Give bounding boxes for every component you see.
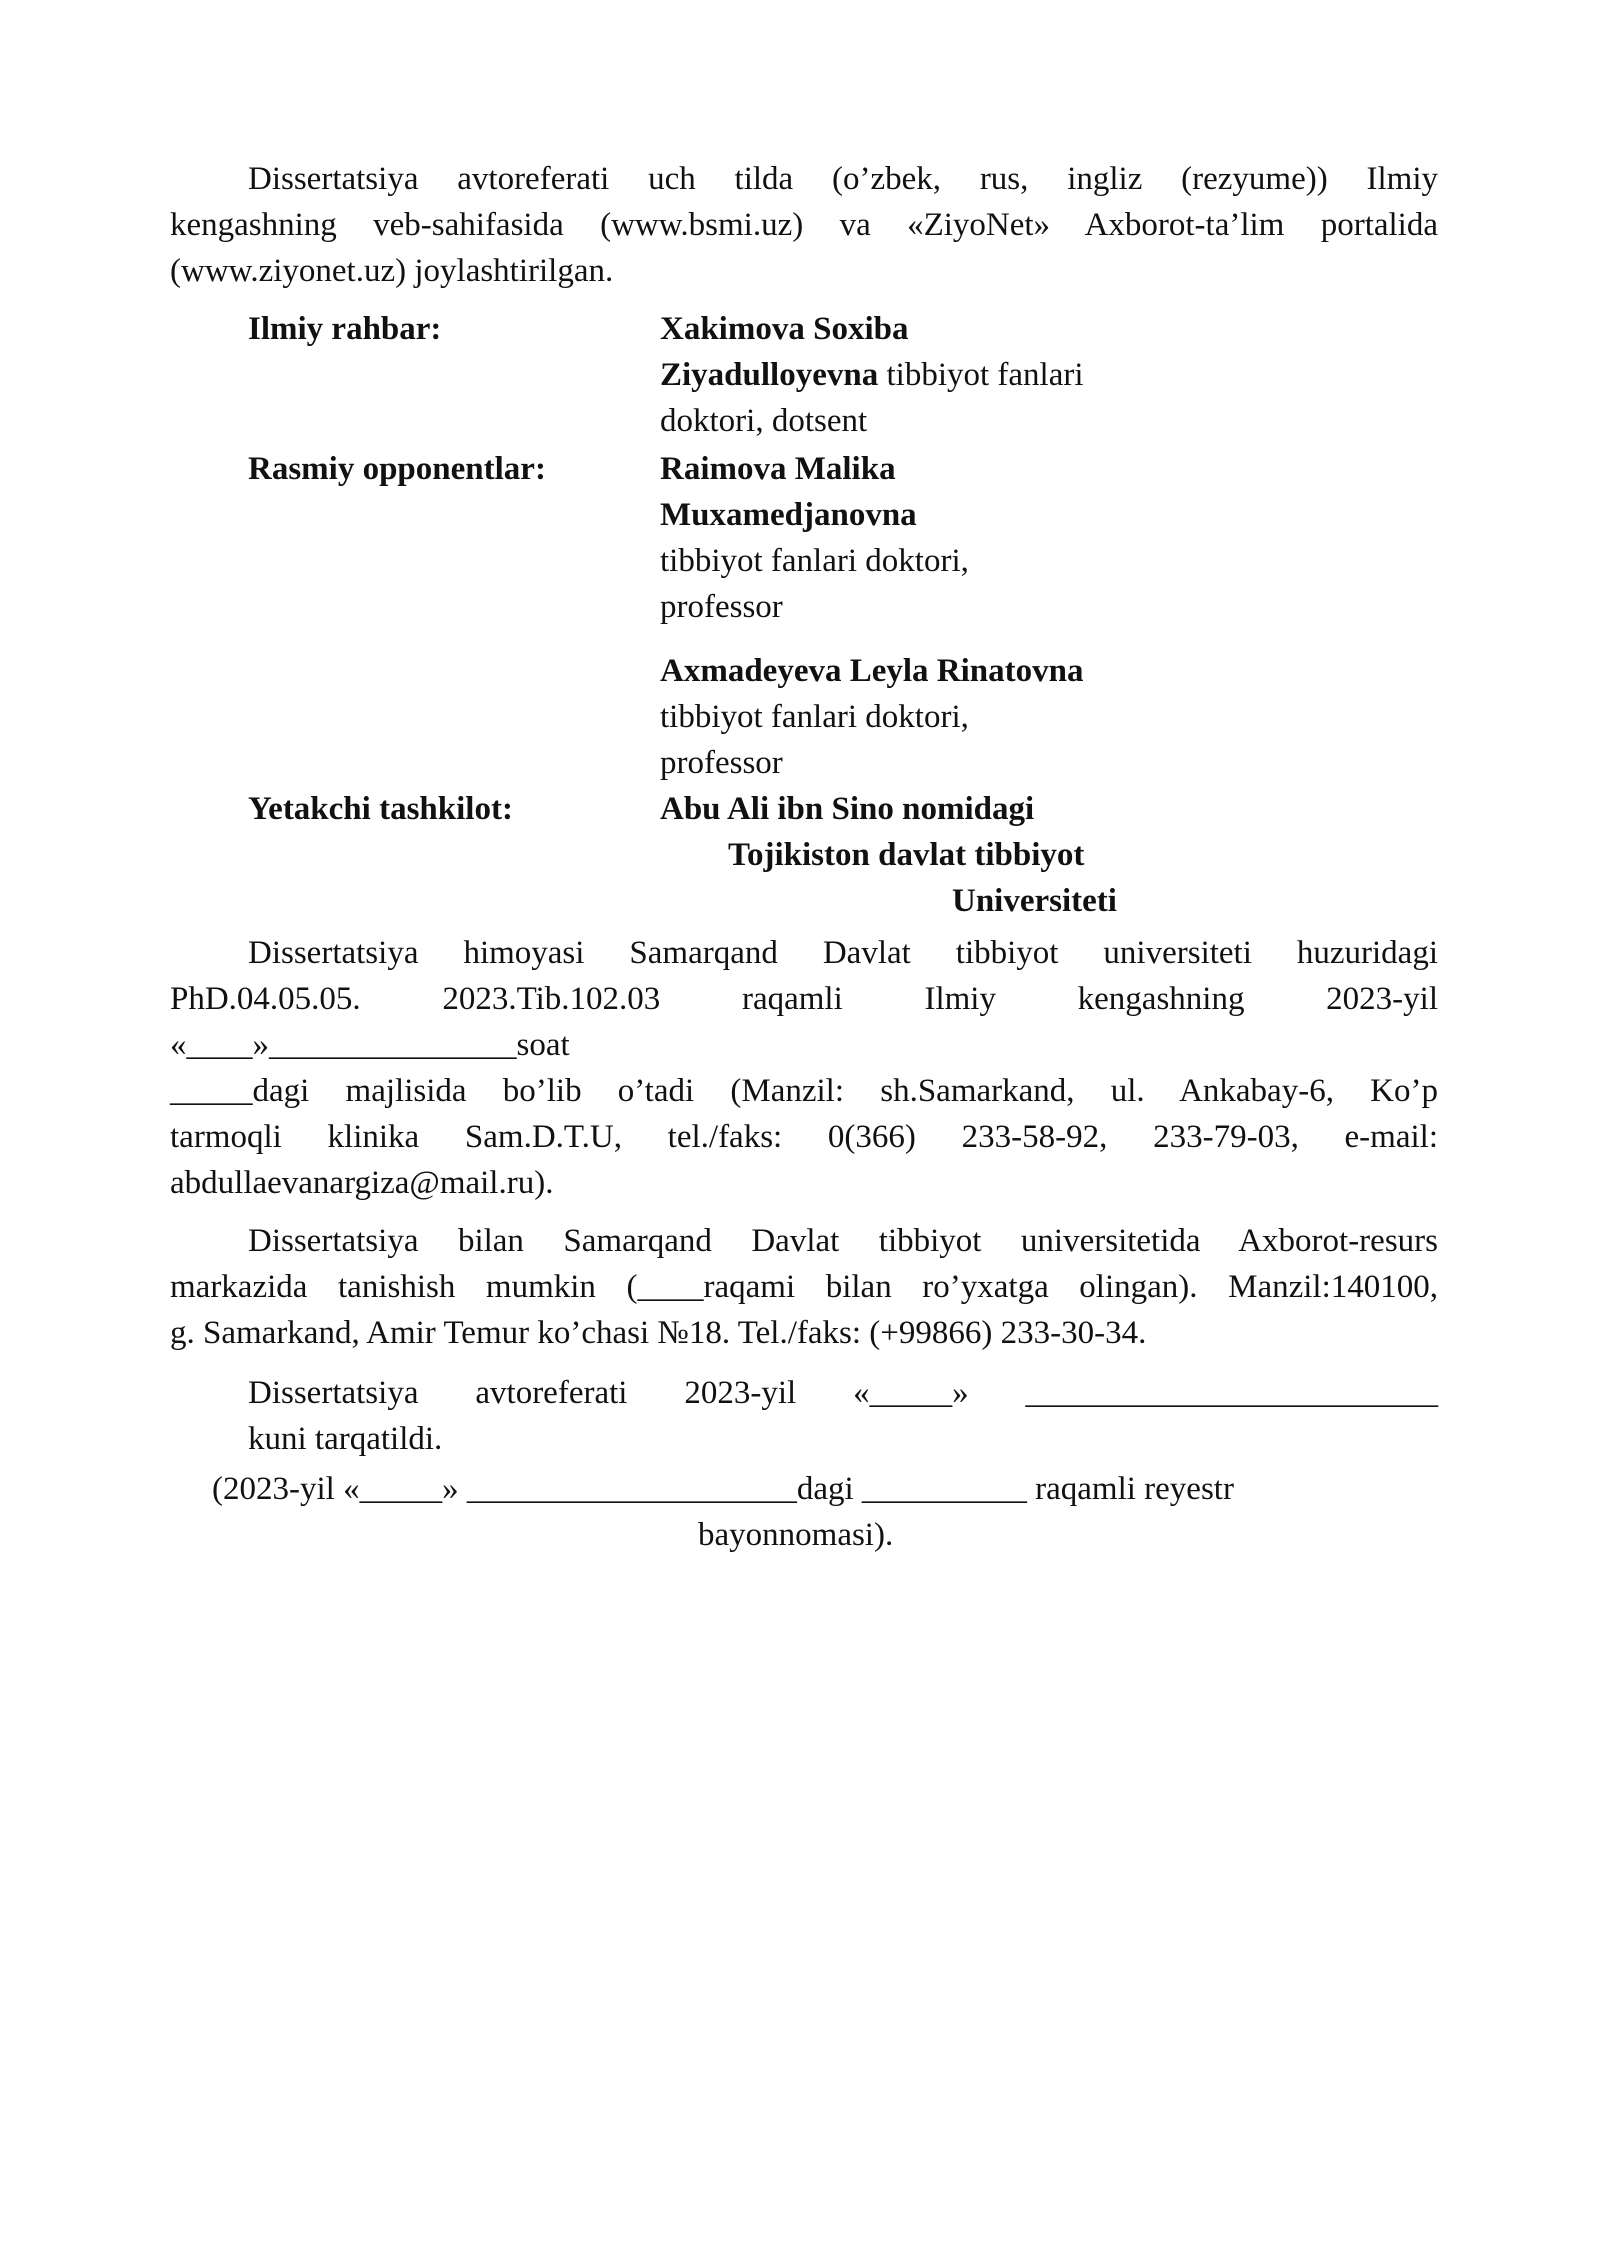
opponent-1-name-line-1: Raimova Malika — [660, 451, 896, 487]
defense-year: 2023-yil — [1326, 981, 1438, 1017]
opponent-2-name: Axmadeyeva Leyla Rinatovna — [660, 653, 1084, 689]
distribution-line-1: Dissertatsiya avtoreferati 2023-yil «_____» _________________________ — [248, 1375, 1438, 1411]
supervisor-title-tail: tibbiyot fanlari — [878, 357, 1084, 393]
defense-line-1: Dissertatsiya himoyasi Samarqand Davlat tibbiyot universiteti huzuridagi — [248, 935, 1438, 971]
defense-word-ilmiy: Ilmiy — [924, 981, 996, 1017]
defense-line-4: _____dagi majlisida bo’lib o’tadi (Manzil: sh.Samarkand, ul. Ankabay-6, Ko’p — [170, 1073, 1438, 1109]
supervisor-label: Ilmiy rahbar: — [248, 311, 442, 347]
library-line-3: g. Samarkand, Amir Temur ko’chasi №18. Tel./faks: (+99866) 233-30-34. — [170, 1315, 1147, 1351]
defense-word-raqamli: raqamli — [741, 981, 843, 1017]
intro-line-2: kengashning veb-sahifasida (www.bsmi.uz) va «ZiyoNet» Axborot-ta’lim portalida — [170, 207, 1438, 243]
intro-line-3: (www.ziyonet.uz) joylashtirilgan. — [170, 253, 614, 289]
distribution-line-2: kuni tarqatildi. — [248, 1421, 443, 1457]
library-line-2: markazida tanishish mumkin (____raqami bilan ro’yxatga olingan). Manzil:140100, — [170, 1269, 1438, 1305]
defense-line-5: tarmoqli klinika Sam.D.T.U, tel./faks: 0(366) 233-58-92, 233-79-03, e-mail: — [170, 1119, 1438, 1155]
library-line-1: Dissertatsiya bilan Samarqand Davlat tibbiyot universitetida Axborot-resurs — [248, 1223, 1438, 1259]
intro-line-1: Dissertatsiya avtoreferati uch tilda (o’zbek, rus, ingliz (rezyume)) Ilmiy — [248, 161, 1438, 197]
defense-line-6: abdullaevanargiza@mail.ru). — [170, 1165, 554, 1201]
opponent-2-title-line-2: professor — [660, 745, 783, 781]
supervisor-name-line-1: Xakimova Soxiba — [660, 311, 909, 347]
leading-org-line-3: Universiteti — [952, 883, 1117, 919]
opponents-label: Rasmiy opponentlar: — [248, 451, 546, 487]
defense-line-2 — [170, 976, 1438, 1022]
distribution-line-4: bayonnomasi). — [698, 1517, 894, 1553]
leading-org-line-1: Abu Ali ibn Sino nomidagi — [660, 791, 1035, 827]
opponent-1-title-line-1: tibbiyot fanlari doktori, — [660, 543, 969, 579]
supervisor-name-bold: Ziyadulloyevna — [660, 357, 879, 393]
defense-word-kengashning: kengashning — [1077, 981, 1245, 1017]
defense-line-3: «____»_______________soat — [170, 1027, 570, 1063]
supervisor-name-line-2 — [660, 352, 1084, 398]
distribution-line-3: (2023-yil «_____» ____________________dagi __________ raqamli reyestr — [212, 1471, 1234, 1507]
opponent-1-name-line-2: Muxamedjanovna — [660, 497, 917, 533]
leading-org-label: Yetakchi tashkilot: — [248, 791, 513, 827]
defense-council-number: 2023.Tib.102.03 — [442, 981, 661, 1017]
opponent-2-title-line-1: tibbiyot fanlari doktori, — [660, 699, 969, 735]
leading-org-line-2: Tojikiston davlat tibbiyot — [728, 837, 1085, 873]
supervisor-title-line-2: doktori, dotsent — [660, 403, 868, 439]
opponent-1-title-line-2: professor — [660, 589, 783, 625]
defense-council-code: PhD.04.05.05. — [170, 981, 361, 1017]
